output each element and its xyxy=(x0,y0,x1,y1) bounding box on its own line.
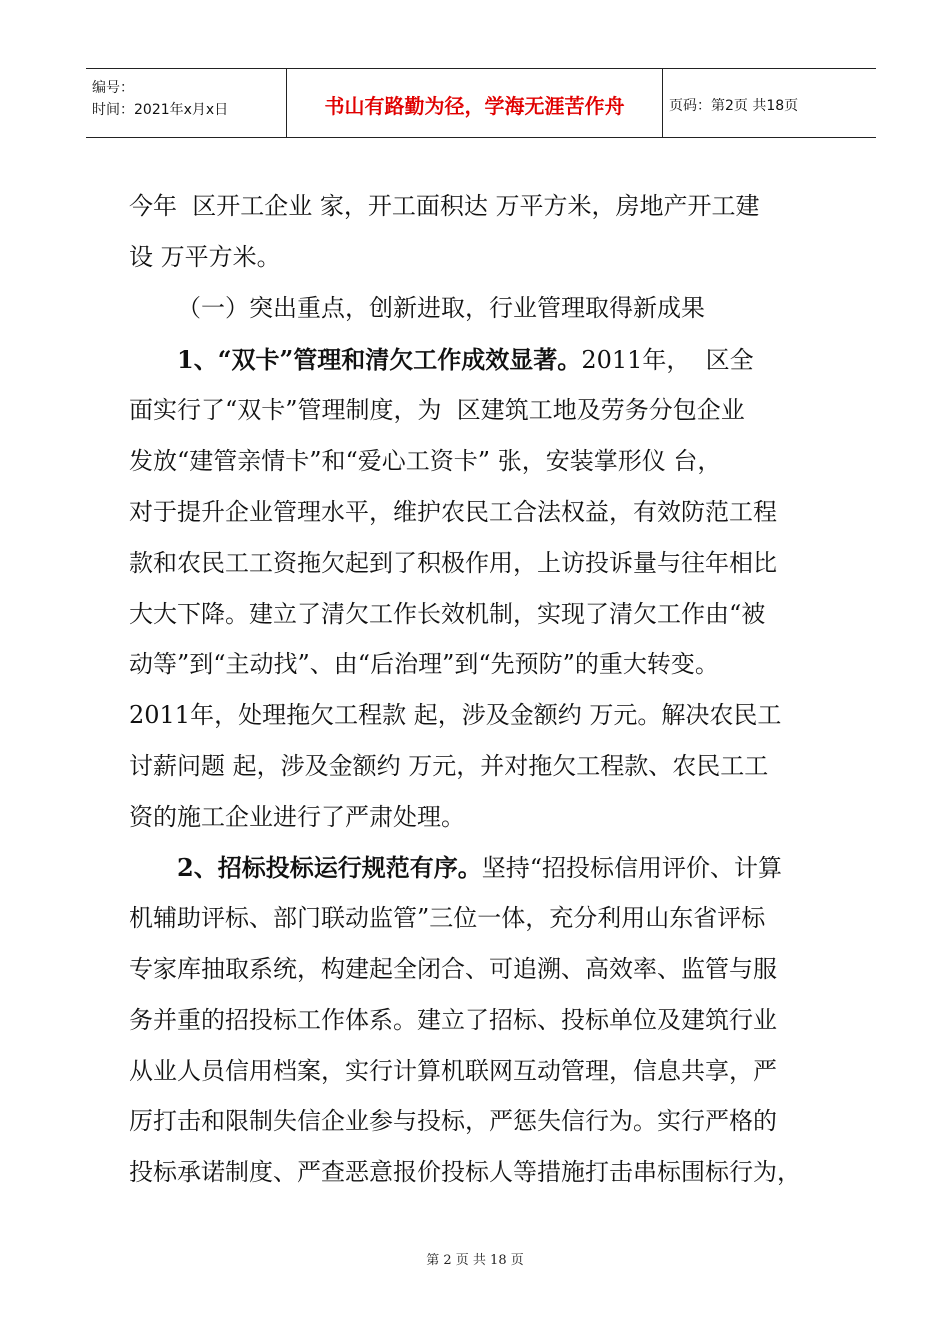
body-line: 发放“建管亲情卡”和“爱心工资卡” 张，安装掌形仪 台， xyxy=(129,447,722,475)
body-line: 大大下降。建立了清欠工作长效机制，实现了清欠工作由“被 xyxy=(129,600,766,628)
body-line: 面实行了“双卡”管理制度，为 区建筑工地及劳务分包企业 xyxy=(129,396,745,424)
header-motto: 书山有路勤为径，学海无涯苦作舟 xyxy=(324,94,625,118)
body-line: 今年 区开工企业 家，开工面积达 万平方米，房地产开工建 xyxy=(129,192,760,220)
item2-number: 2、 xyxy=(177,853,218,882)
body-line xyxy=(177,345,754,375)
page-footer: 第 2 页 共 18 页 xyxy=(426,1253,524,1268)
item1-number: 1、 xyxy=(177,345,218,374)
body-line: 务并重的招投标工作体系。建立了招标、投标单位及建筑行业 xyxy=(129,1006,777,1034)
body-line: 投标承诺制度、严查恶意报价投标人等措施打击串标围标行为， xyxy=(129,1158,801,1186)
item2-heading-text-rest: 坚持“招投标信用评价、计算 xyxy=(481,854,782,882)
item2-heading-text: 招标投标运行规范有序。 xyxy=(217,853,482,882)
number-label: 编号： xyxy=(92,80,134,96)
header-right-cell xyxy=(662,69,876,137)
section-heading: （一）突出重点，创新进取，行业管理取得新成果 xyxy=(177,294,705,322)
body-line: 2011年，处理拖欠工程款 起，涉及金额约 万元。解决农民工 xyxy=(129,701,782,729)
body-line: 资的施工企业进行了严肃处理。 xyxy=(129,803,465,831)
body-line: 款和农民工工资拖欠起到了积极作用，上访投诉量与往年相比 xyxy=(129,549,777,577)
body-line: 讨薪问题 起，涉及金额约 万元，并对拖欠工程款、农民工工 xyxy=(129,752,769,780)
body-line: 从业人员信用档案，实行计算机联网互动管理，信息共享，严 xyxy=(129,1057,777,1085)
document-header xyxy=(86,68,876,138)
body-line: 厉打击和限制失信企业参与投标，严惩失信行为。实行严格的 xyxy=(129,1107,777,1135)
body-line: 专家库抽取系统，构建起全闭合、可追溯、高效率、监管与服 xyxy=(129,955,777,983)
body-line: 对于提升企业管理水平，维护农民工合法权益，有效防范工程 xyxy=(129,498,777,526)
item1-heading-text-rest: 2011年， 区全 xyxy=(581,346,754,374)
body-line: 机辅助评标、部门联动监管”三位一体，充分利用山东省评标 xyxy=(129,904,766,932)
page-label: 页码：第2页 共18页 xyxy=(669,98,799,114)
body-line: 设 万平方米。 xyxy=(129,243,281,271)
header-motto-cell xyxy=(286,69,663,137)
body-line: 动等”到“主动找”、由“后治理”到“先预防”的重大转变。 xyxy=(129,650,719,678)
time-label: 时间：2021年x月x日 xyxy=(92,102,229,118)
body-line xyxy=(177,853,782,883)
header-left-cell xyxy=(86,69,286,137)
item1-heading-text: “双卡”管理和清欠工作成效显著。 xyxy=(217,345,582,374)
